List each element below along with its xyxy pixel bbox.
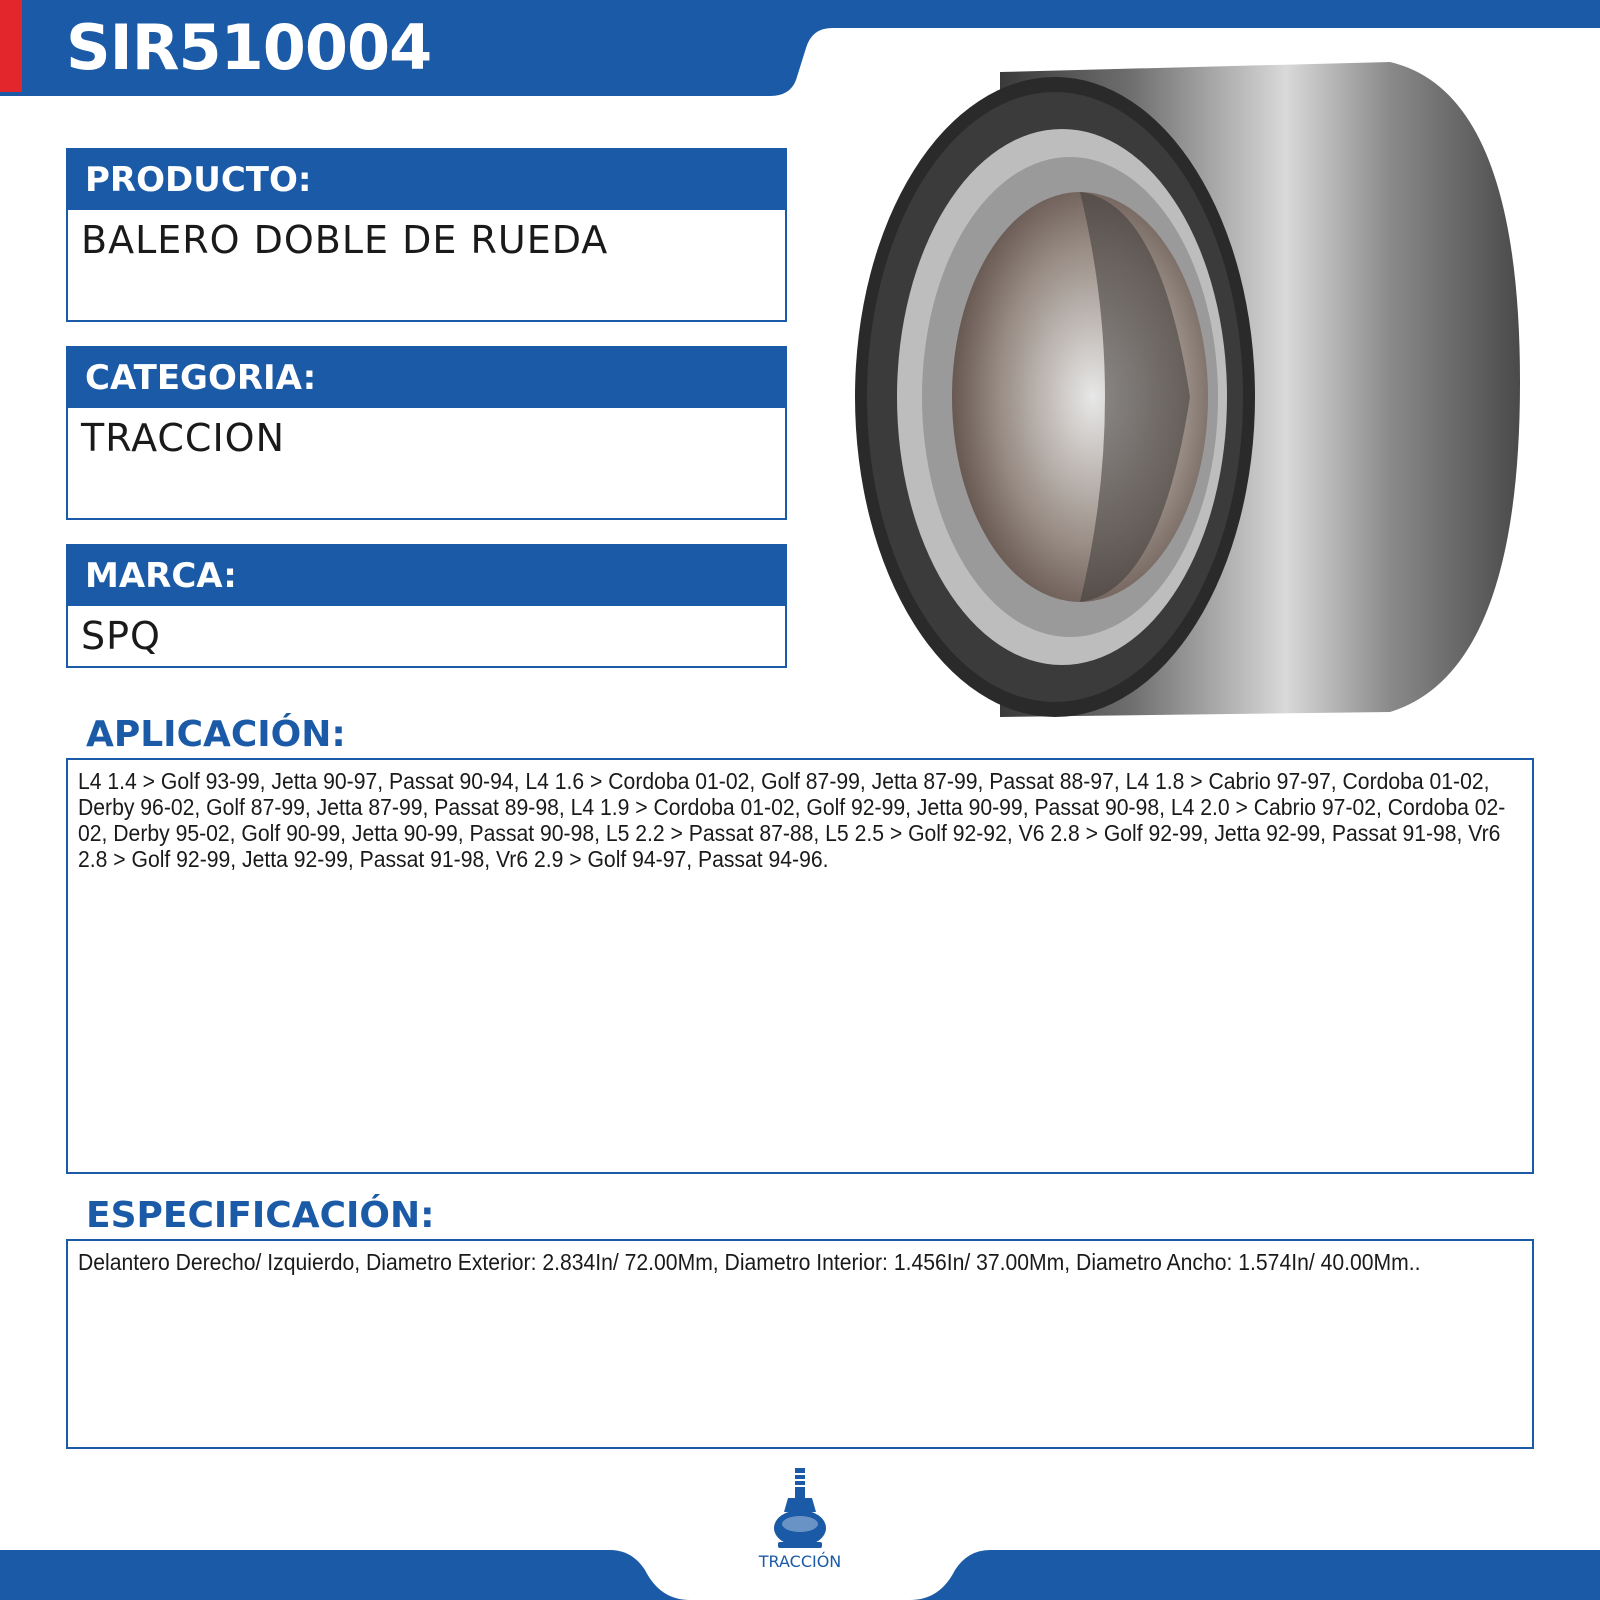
field-marca bbox=[66, 544, 787, 668]
field-categoria-value: TRACCION bbox=[81, 416, 286, 460]
field-producto bbox=[66, 148, 787, 322]
product-sku: SIR510004 bbox=[66, 11, 432, 84]
especificacion-text: Delantero Derecho/ Izquierdo, Diametro Exterior: 2.834In/ 72.00Mm, Diametro Interior: 1.456In/ 37.00Mm, Diametro Ancho: 1.574In/ 40.00Mm.. bbox=[78, 1249, 1421, 1275]
aplicacion-box bbox=[66, 758, 1534, 1174]
footer-category-label: TRACCIÓN bbox=[758, 1552, 842, 1571]
field-producto-label: PRODUCTO: bbox=[68, 150, 785, 210]
aplicacion-text: L4 1.4 > Golf 93-99, Jetta 90-97, Passat 90-94, L4 1.6 > Cordoba 01-02, Golf 87-99, Jetta 87-99, Passat 88-97, L4 1.8 > Cabrio 97-97, Cordoba 01-02, Derby 96-02, Golf 87-99, Jetta 87-99, Passat 89-98, L4 1.9 > Cordoba 01-02, Golf 92-99, Jetta 90-99, Passat 90-98, L4 2.0 > Cabrio 97-02, Cordoba 02-02, Derby 95-02, Golf 90-99, Jetta 90-99, Passat 90-98, L5 2.2 > Passat 87-88, L5 2.5 > Golf 92-92, V6 2.8 > Golf 92-99, Jetta 92-99, Passat 91-98, Vr6 2.8 > Golf 92-99, Jetta 92-99, Passat 91-98, Vr6 2.9 > Golf 94-97, Passat 94-96. bbox=[78, 768, 1506, 872]
especificacion-title: ESPECIFICACIÓN: bbox=[86, 1195, 435, 1236]
bearing-photo bbox=[830, 52, 1530, 732]
field-marca-label: MARCA: bbox=[68, 546, 785, 606]
field-producto-value: BALERO DOBLE DE RUEDA bbox=[81, 218, 609, 262]
aplicacion-title: APLICACIÓN: bbox=[86, 714, 346, 755]
cv-joint-icon bbox=[770, 1466, 830, 1552]
field-categoria bbox=[66, 346, 787, 520]
especificacion-box bbox=[66, 1239, 1534, 1449]
field-marca-value: SPQ bbox=[81, 614, 161, 658]
field-categoria-label: CATEGORIA: bbox=[68, 348, 785, 408]
